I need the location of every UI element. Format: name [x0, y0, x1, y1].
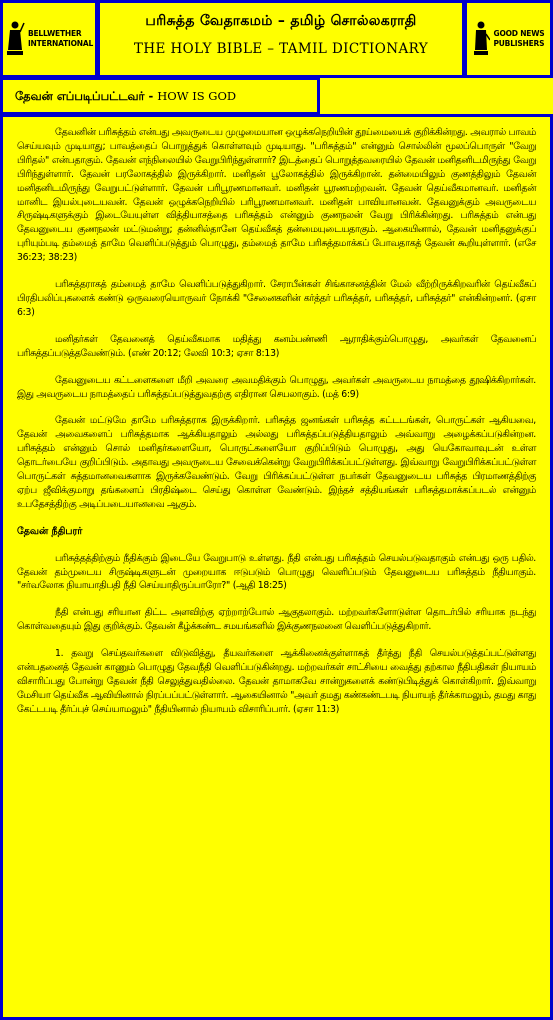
- english-title: THE HOLY BIBLE – TAMIL DICTIONARY: [133, 41, 429, 57]
- paragraph: பரிசுத்தத்திற்கும் நீதிக்கும் இடையே வேறுபாடு உள்ளது. நீதி என்பது பரிசுத்தம் செயல்படுவதாகும் என்பது ஒரு பதில். தேவன் தம்முடைய சிருஷ்டிகளுடன் முறையாக ஈடுபடும் பொழுது வெளிப்படும் தேவனுடைய பரிசுத்தம் நீதியாகும். "சர்வலோக நியாயாதிபதி நீதி செய்யாதிருப்பாரோ?" (ஆதி 18:25): [17, 552, 536, 592]
- article-body: [0, 114, 553, 1020]
- dictionary-title-banner: [97, 0, 465, 78]
- topic-tamil: தேவன் எப்படிப்பட்டவர் -: [15, 89, 158, 103]
- paragraph: மனிதர்கள் தேவனைத் தெய்வீகமாக மதித்து கனம்பண்ணி ஆராதிக்கும்பொழுது, அவர்கள் தேவனைப் பரிசுத்தப்படுத்தவேண்டும். (எண் 20:12; லேவி 10:3; ஏசா 8:13): [17, 333, 536, 359]
- section-heading: தேவன் நீதிபரர்: [17, 525, 83, 537]
- right-logo-line2: PUBLISHERS: [493, 39, 545, 48]
- good-news-publishers-logo: [464, 0, 553, 78]
- sower-icon: [472, 20, 490, 58]
- tamil-title: பரிசுத்த வேதாகமம் – தமிழ் சொல்லகராதி: [145, 13, 417, 29]
- paragraph: தேவன் மட்டுமே தாமே பரிசுத்தராக இருக்கிறார். பரிசுத்த ஜனங்கள் பரிசுத்த கட்டடங்கள், பொருட்கள் ஆகியவை, தேவன் அவைகளைப் பரிசுத்தமாக ஆக்கியதாலும் அல்லது பரிசுத்தப்படுத்தியதாலும் அவ்வாறு அழைக்கப்படுகின்றன. பரிசுத்தம் என்னும் சொல் மனிதர்களையோ, பொருட்களையோ குறிப்பிடும் பொழுது, அது யெகோவாவுடன் உள்ள தொடர்பையே குறிப்பிடும். அதாவது அவருடைய சேவைக்கென்று வேறுபிரிக்கப்பட்டுள்ளது. இவ்வாறு வேறுபிரிக்கப்பட்டுள்ள பொருட்கள் சுத்தமானவைகளாக இருக்கவேண்டும். வேறு பிரிக்கப்பட்டுள்ள நபர்கள் தேவனுடைய பரிசுத்த பிரமாணத்திற்கு ஏற்ப ஜீவிக்குமாறு தங்களைப் பிரதிஷ்டை செய்து கொள்ள வேண்டும். இந்தச் சத்தியங்கள் பரிசுத்தமாக்கப்படல் என்னும் உபதேசத்திற்கு அடிப்படையானவை ஆகும்.: [17, 415, 536, 510]
- topic-heading-box: [0, 77, 320, 115]
- paragraph: தேவனுடைய கட்டளைகளை மீறி அவரை அவமதிக்கும் பொழுது, அவர்கள் அவருடைய நாமத்தை தூஷிக்கிறார்கள். இது அவருடைய நாமத்தைப் பரிசுத்தப்படுத்துவதற்கு எதிரான செயலாகும். (மத் 6:9): [17, 374, 536, 400]
- article-content: [17, 126, 536, 730]
- left-logo-line2: INTERNATIONAL: [27, 39, 94, 48]
- right-logo-line1: GOOD NEWS: [493, 29, 545, 38]
- left-logo-line1: BELLWETHER: [27, 29, 82, 38]
- topic-english: HOW IS GOD: [157, 89, 237, 103]
- paragraph: பரிசுத்தராகத் தம்மைத் தாமே வெளிப்படுத்துகிறார். சேராபீன்கள் சிங்காசனத்தின் மேல் வீற்றிருக்கிறவரின் தெய்வீகப் பிரதிபலிப்புகளைக் கண்டு ஒருவரையொருவர் நோக்கி "சேனைகளின் கர்த்தர் பரிசுத்தர், பரிசுத்தர், பரிசுத்தர்" என்கின்றனர். (ஏசா 6:3): [17, 279, 536, 318]
- paragraph: தேவனின் பரிசுத்தம் என்பது அவருடைய முழுமையான ஒழுக்கநெறியின் தூய்மையைக் குறிக்கின்றது. அவரால் பாவம் செய்யவும் முடியாது; பாவத்தைப் பொறுத்துக் கொள்ளவும் முடியாது. "பரிசுத்தம்" என்னும் சொல்லின் மூலப்பொருள் "வேறு பிரிதல்" என்பதாகும். தேவன் எந்நிலையில் வேறுபிரிந்துள்ளார்? இடத்தைப் பொறுத்தவரையில் தேவன் மனிதனிடமிருந்து வேறு பிரிந்துள்ளார். தேவன் பரலோகத்தில் இருக்கிறார். மனிதன் பூலோகத்தில் இருக்கிறான். தன்மையிலும் குணத்திலும் தேவன் மனிதனிடமிருந்து வேறுபட்டுள்ளார். தேவன் பரிபூரணமானவர். மனிதன் பூரணமற்றவன். தேவன் தெய்வீகமானவர். மனிதன் மானிட இயல்புடையவன். தேவன் ஒழுக்கநெறியில் பரிபூரணமானவர். மனிதன் பாவியானவன். தேவனுக்கும் அவருடைய சிருஷ்டிகளுக்கும் இடையேயுள்ள வித்தியாசத்தை பரிசுத்தம் என்னும் குணநலன் வேறு பிரிக்கின்றது. பரிசுத்தம் என்பது தேவனுடைய குணநலன் மட்டுமன்று; தன்னில்தானே தெய்வீகத் தன்மையுடையதாகும். ஆகையினால், தேவன் மனிதனுக்குப் புரியும்படி தம்மைத் தாமே வெளிப்படுத்தும் பொழுது, தம்மைத் தாமே பரிசுத்தமாக்கப் போவதாகத் தேவன் கூறியுள்ளார். (எசே 36:23; 38:23): [17, 127, 536, 264]
- topic-heading: [3, 80, 317, 105]
- shepherd-icon: [5, 20, 25, 58]
- bellwether-logo: [0, 0, 98, 78]
- paragraph: நீதி என்பது சரியான திட்ட அளவிற்கு ஏற்றாற்போல் ஆகுதலாகும். மற்றவர்களோடுள்ள தொடர்பில் சரியாக நடந்து கொள்வதையும் இது குறிக்கும். தேவன் கீழ்க்கண்ட சமயங்களில் இக்குணநலனை வெளிப்படுத்துகிறார்.: [17, 607, 536, 633]
- paragraph: 1. தவறு செய்தவர்களை விடுவித்து, தீயவர்களை ஆக்கினைக்குள்ளாகத் தீர்த்து நீதி செயல்படுத்தப்பட்டுள்ளது என்பதனைத் தேவன் காணும் பொழுது தேவநீதி வெளிப்படுகின்றது. மற்றவர்கள் சாட்சியை வைத்து தற்கால நீதிபதிகள் நியாயம் விசாரிப்பது போன்று தேவன் நீதி செலுத்துவதில்லை. தேவன் தாமாகவே சான்றுகளைக் கண்டுபிடித்துக் கொள்கிறார். இவ்வாறு மேசியா தெய்வீக ஆவியினால் நிரப்பப்பட்டுள்ளார். ஆகையினால் "அவர் தமது கண்கண்டபடி நியாயந் தீர்க்காமலும், தமது காது கேட்டபடி தீர்ப்புச் செய்யாமலும்" நீதியினால் நியாயம் விசாரிப்பார். (ஏசா 11:3): [17, 648, 536, 715]
